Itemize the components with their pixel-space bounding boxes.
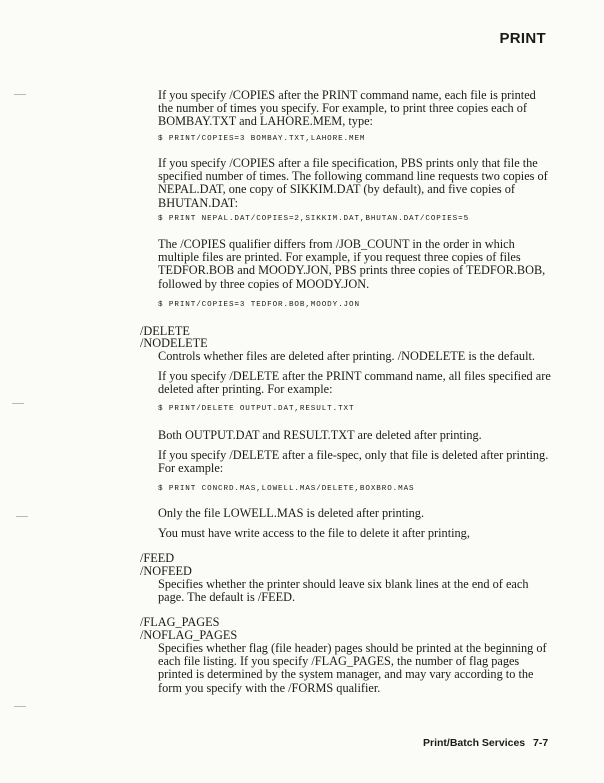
qualifier-flag-pages: /FLAG_PAGES <box>140 615 220 629</box>
copies-code-example-1: $ PRINT/COPIES=3 BOMBAY.TXT,LAHORE.MEM <box>158 135 366 143</box>
delete-paragraph-4: Only the file LOWELL.MAS is deleted after printing. <box>158 506 425 520</box>
margin-mark <box>14 94 26 95</box>
copies-paragraph-3: The /COPIES qualifier differs from /JOB_COUNT in the order in which multiple files are printed. For example, if you request three copies of files TEDFOR.BOB and MOODY.JON, PBS prints three copies of TEDFOR.BOB, followed by three copies of MOODY.JON. <box>158 237 546 291</box>
qualifier-noflag-pages: /NOFLAG_PAGES <box>140 628 238 642</box>
copies-code-example-3: $ PRINT/COPIES=3 TEDFOR.BOB,MOODY.JON <box>158 301 360 309</box>
delete-paragraph-5: You must have write access to the file to delete it after printing, <box>158 526 470 540</box>
margin-mark <box>12 403 24 404</box>
feed-description: Specifies whether the printer should leave six blank lines at the end of each page. The default is /FEED. <box>158 577 529 605</box>
delete-paragraph-3: If you specify /DELETE after a file-spec, only that file is deleted after printing. For example: <box>158 448 549 476</box>
qualifier-delete: /DELETE <box>140 324 190 338</box>
qualifier-nodelete: /NODELETE <box>140 336 208 350</box>
qualifier-feed: /FEED <box>140 551 175 565</box>
copies-code-example-2: $ PRINT NEPAL.DAT/COPIES=2,SIKKIM.DAT,BHUTAN.DAT/COPIES=5 <box>158 215 470 223</box>
delete-description: Controls whether files are deleted after printing. /NODELETE is the default. <box>158 349 535 363</box>
delete-paragraph-2: Both OUTPUT.DAT and RESULT.TXT are deleted after printing. <box>158 428 482 442</box>
footer-section-title: Print/Batch Services <box>423 737 526 749</box>
copies-paragraph-2: If you specify /COPIES after a file specification, PBS prints only that file the specified number of times. The following command line requests two copies of NEPAL.DAT, one copy of SIKKIM.DAT (by default), and five copies of BHUTAN.DAT: <box>158 156 548 210</box>
margin-mark <box>14 706 26 707</box>
page-header-title: PRINT <box>499 30 546 47</box>
delete-code-example-1: $ PRINT/DELETE OUTPUT.DAT,RESULT.TXT <box>158 405 355 413</box>
footer-page-number: 7-7 <box>533 737 549 749</box>
qualifier-nofeed: /NOFEED <box>140 564 192 578</box>
copies-paragraph-1: If you specify /COPIES after the PRINT command name, each file is printed the number of times you specify. For example, to print three copies each of BOMBAY.TXT and LAHORE.MEM, type: <box>158 88 536 129</box>
delete-code-example-2: $ PRINT CONCRD.MAS,LOWELL.MAS/DELETE,BOXBRO.MAS <box>158 485 415 493</box>
margin-mark <box>16 516 28 517</box>
flag-pages-description: Specifies whether flag (file header) pages should be printed at the beginning of each file listing. If you specify /FLAG_PAGES, the number of flag pages printed is determined by the system manager, and may vary according to the form you specify with the /FORMS qualifier. <box>158 641 547 695</box>
delete-paragraph-1: If you specify /DELETE after the PRINT command name, all files specified are deleted after printing. For example: <box>158 369 551 397</box>
